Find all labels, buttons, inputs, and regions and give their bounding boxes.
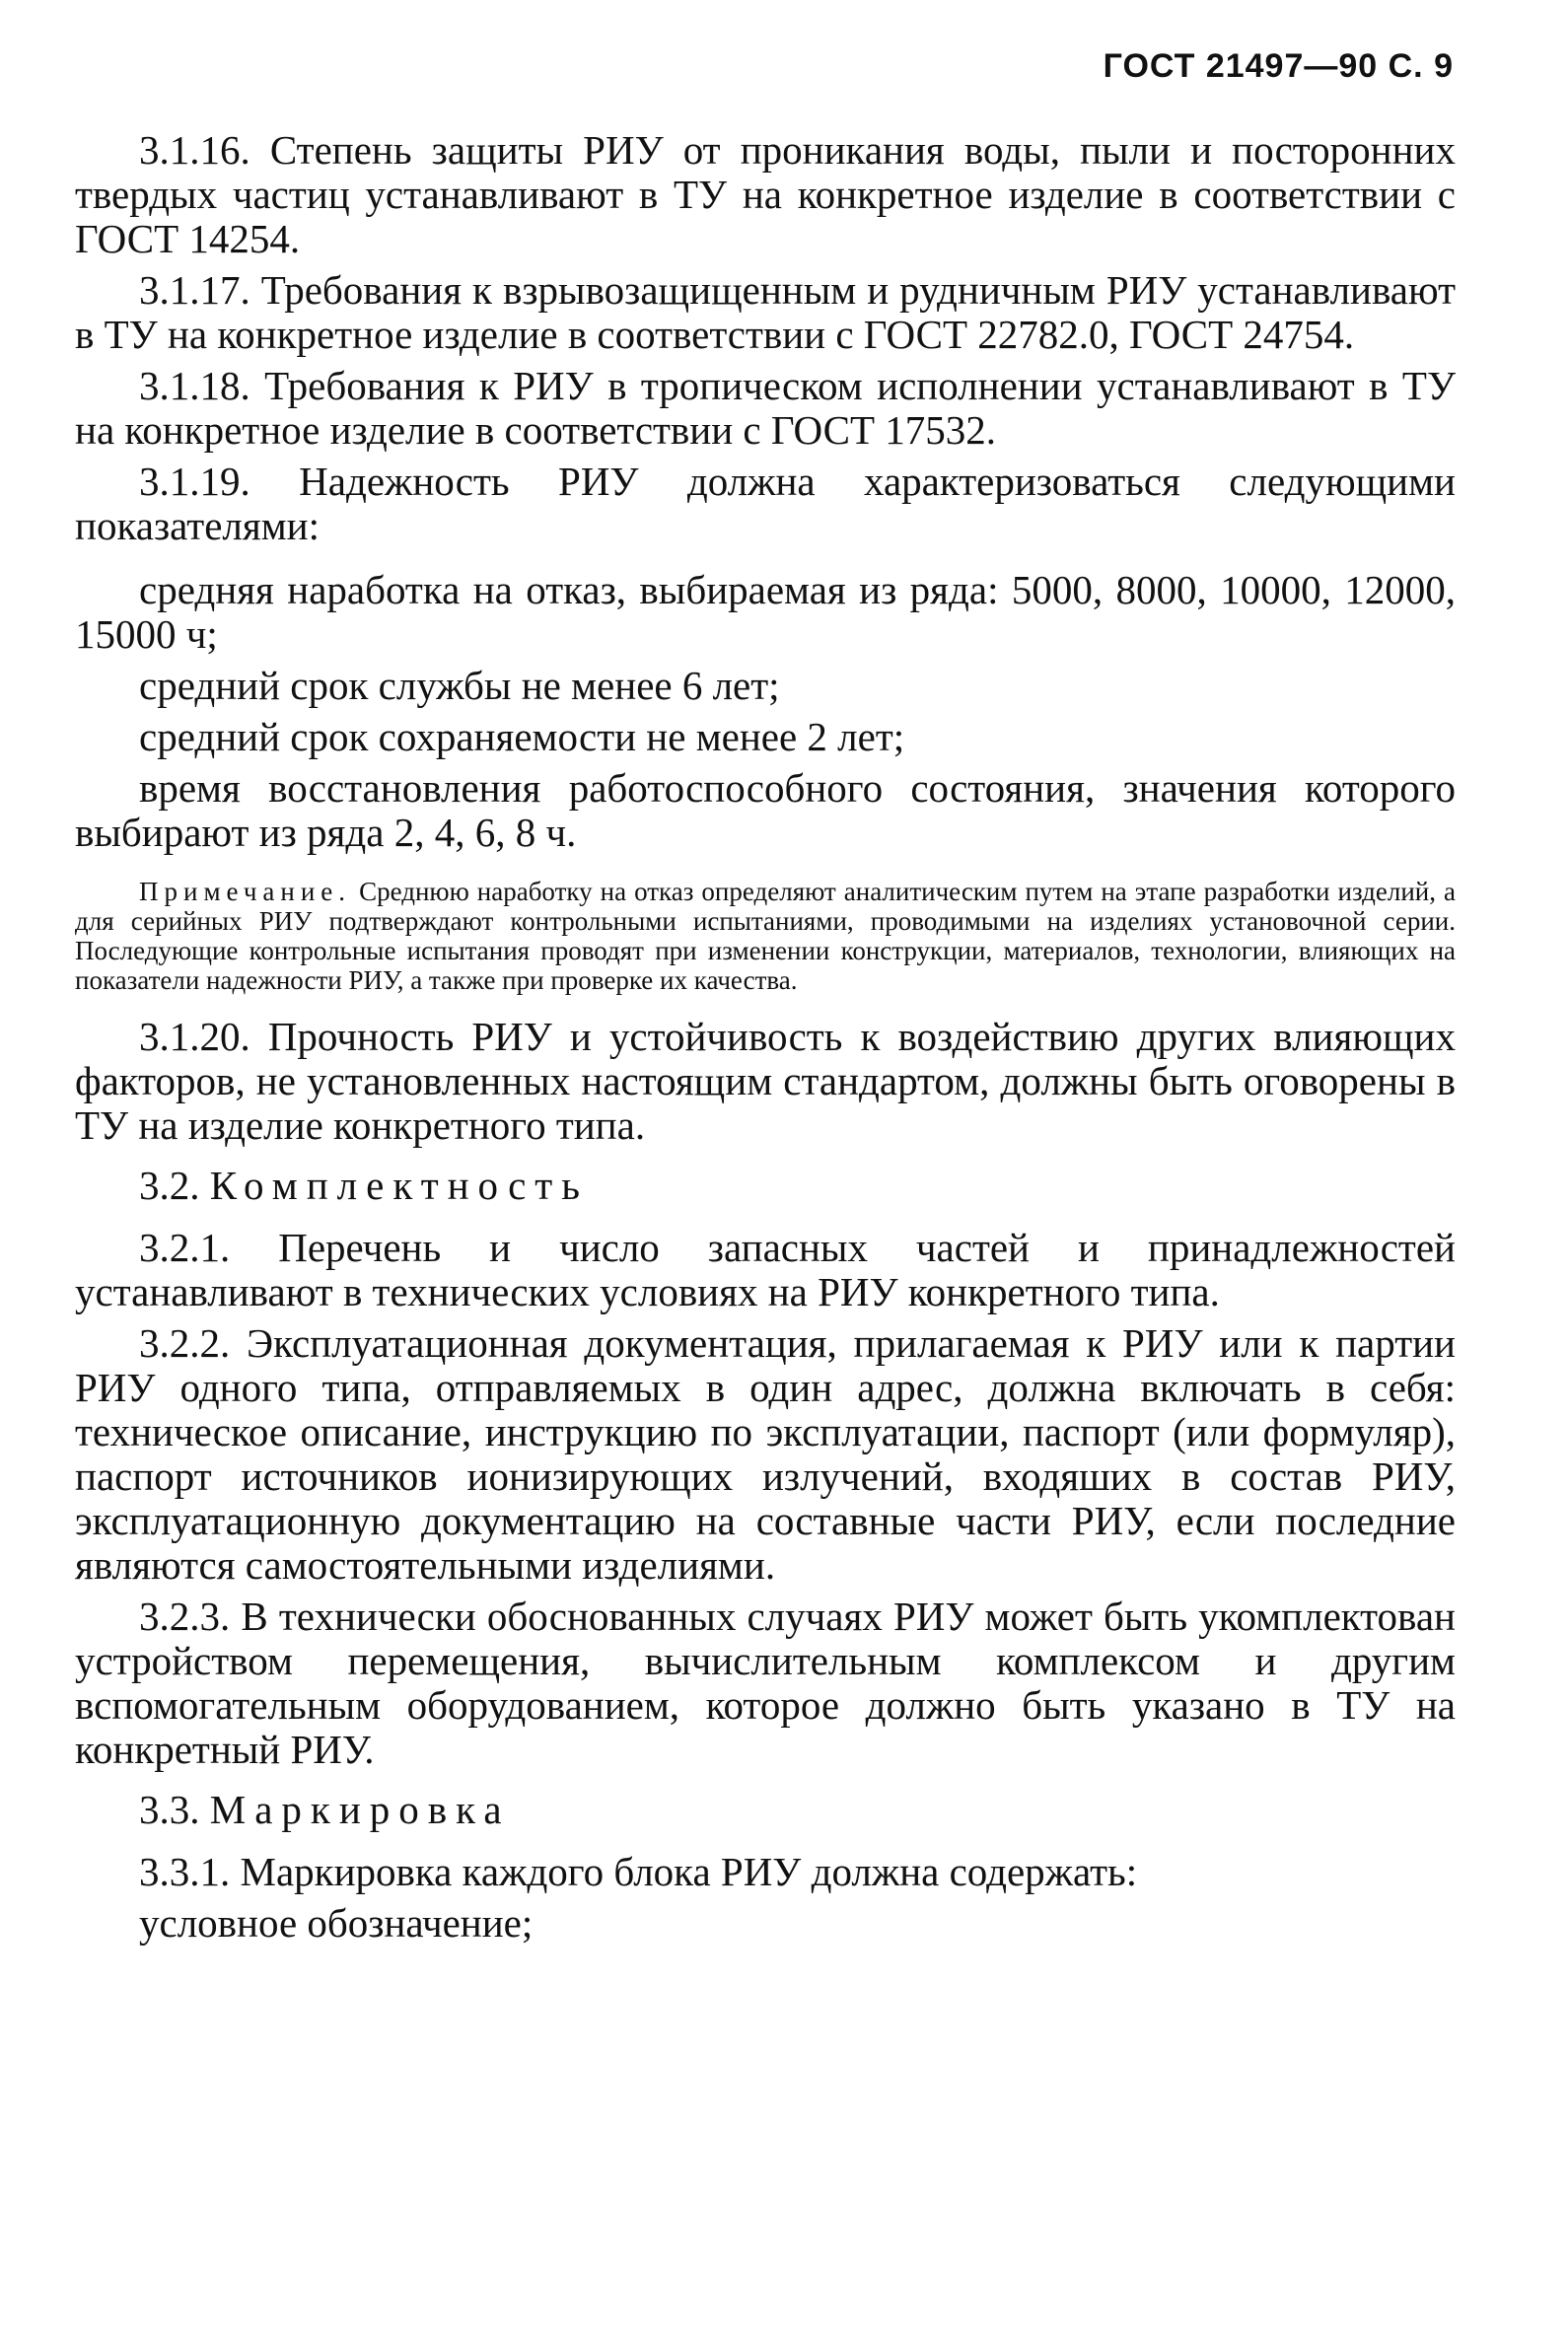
paragraph-3-2-1: 3.2.1. Перечень и число запасных частей и принадлежностей устанавливают в технических условиях на РИУ конкретного типа. (75, 1225, 1456, 1314)
note (75, 877, 1456, 995)
paragraph-3-1-20: 3.1.20. Прочность РИУ и устойчивость к воздействию других влияющих факторов, не установленных настоящим стандартом, должны быть оговорены в ТУ на изделие конкретного типа. (75, 1014, 1456, 1148)
section-number: 3.2. (139, 1163, 200, 1208)
document-body (75, 128, 1456, 1952)
paragraph-3-2-2: 3.2.2. Эксплуатационная документация, прилагаемая к РИУ или к партии РИУ одного типа, отправляемых в один адрес, должна включать в себя: техническое описание, инструкцию по эксплуатации, паспорт (или формуляр), паспорт источников ионизирующих излучений, входяших в состав РИУ, эксплуатационную документацию на составные части РИУ, если последние являются самостоятельными изделиями. (75, 1320, 1456, 1588)
paragraph-3-3-1: 3.3.1. Маркировка каждого блока РИУ должна содержать: (139, 1849, 1138, 1894)
reliability-item-storage-life: средний срок сохраняемости не менее 2 лет; (139, 714, 905, 759)
paragraph-3-1-17: 3.1.17. Требования к взрывозащищенным и рудничным РИУ устанавливают в ТУ на конкретное изделие в соответствии с ГОСТ 22782.0, ГОСТ 24754. (75, 267, 1456, 357)
paragraph-3-1-19: 3.1.19. Надежность РИУ должна характеризоваться следующими показателями: (75, 459, 1456, 548)
note-text: Среднюю наработку на отказ определяют аналитическим путем на этапе разработки изделий, а для серийных РИУ подтверждают контрольными испытаниями, проводимыми на изделиях установочной серии. Последующие контрольные испытания проводят при изменении конструкции, материалов, технологии, влияющих на показатели надежности РИУ, а также при проверке их качества. (75, 877, 1456, 995)
paragraph-3-2-3: 3.2.3. В технически обоснованных случаях РИУ может быть укомплектован устройством перемещения, вычислительным комплексом и другим вспомогательным оборудованием, которое должно быть указано в ТУ на конкретный РИУ. (75, 1594, 1456, 1772)
reliability-item-mtbf: средняя наработка на отказ, выбираемая из ряда: 5000, 8000, 10000, 12000, 15000 ч; (75, 567, 1456, 657)
section-title: Маркировка (209, 1787, 511, 1832)
section-number: 3.3. (139, 1787, 200, 1832)
paragraph-3-1-18: 3.1.18. Требования к РИУ в тропическом исполнении устанавливают в ТУ на конкретное изделие в соответствии с ГОСТ 17532. (75, 363, 1456, 453)
section-title: Комплектность (209, 1163, 589, 1208)
note-label: Примечание. (139, 877, 352, 906)
reliability-item-recovery-time: время восстановления работоспособного состояния, значения которого выбирают из ряда 2, 4, 6, 8 ч. (75, 765, 1456, 855)
reliability-item-service-life: средний срок службы не менее 6 лет; (139, 663, 780, 708)
marking-item-designation: условное обозначение; (139, 1900, 534, 1946)
section-heading-3-2 (75, 1164, 1456, 1208)
section-heading-3-3 (75, 1788, 1456, 1832)
page-header: ГОСТ 21497—90 С. 9 (1103, 47, 1454, 85)
paragraph-3-1-16: 3.1.16. Степень защиты РИУ от проникания воды, пыли и посторонних твердых частиц устанавливают в ТУ на конкретное изделие в соответствии с ГОСТ 14254. (75, 127, 1456, 261)
